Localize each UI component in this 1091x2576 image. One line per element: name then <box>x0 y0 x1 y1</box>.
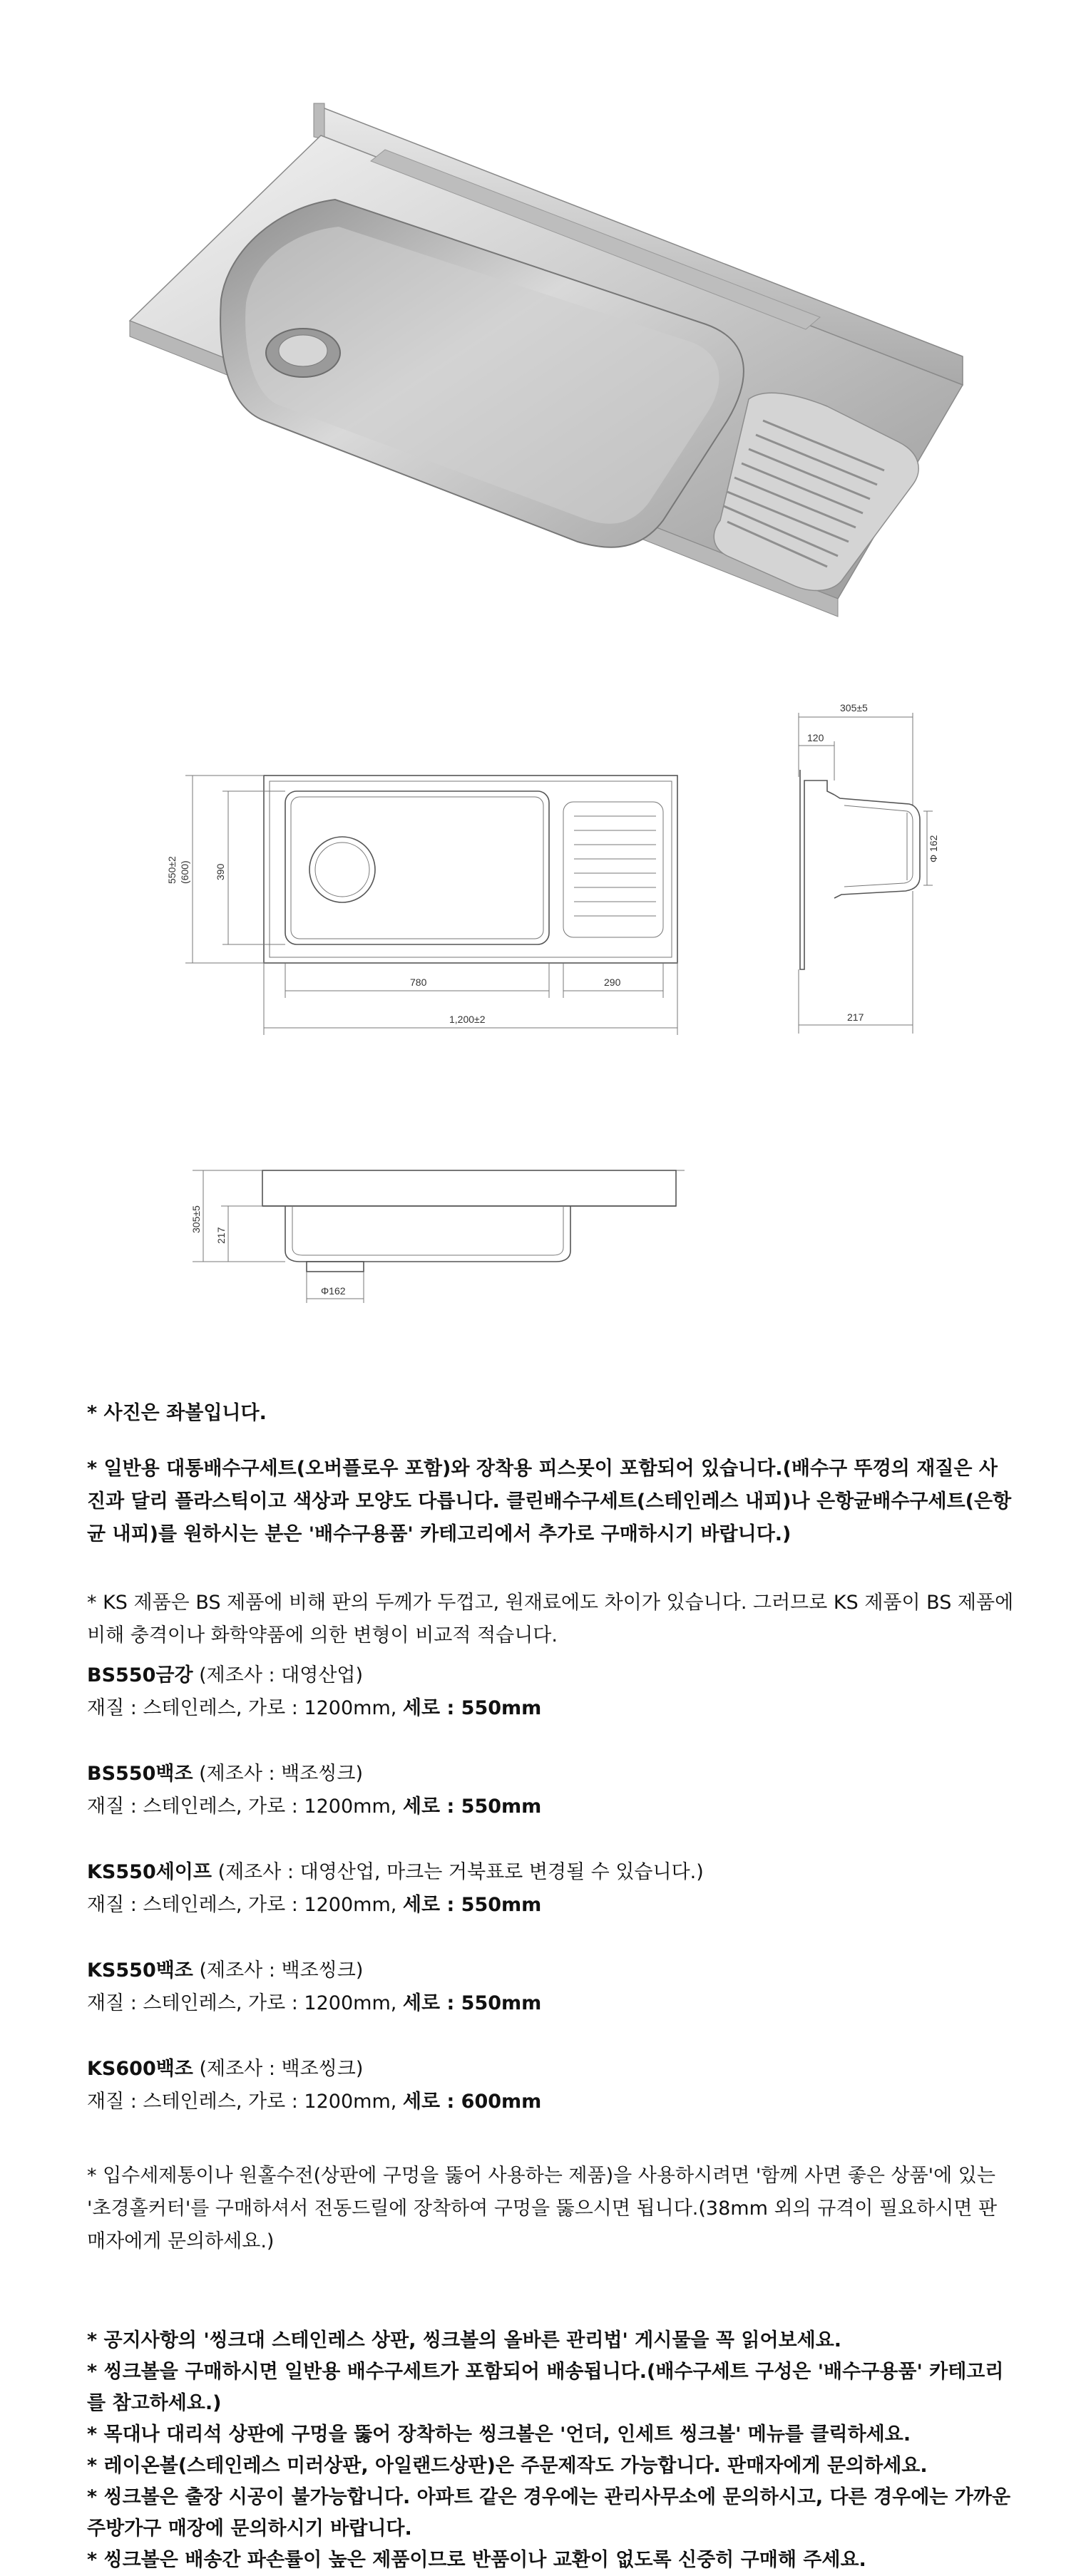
dim-front-drain: Φ162 <box>321 1285 346 1297</box>
product-maker: (제조사 : 대영산업, 마크는 거북표로 변경될 수 있습니다.) <box>211 1861 704 1883</box>
product-spec: 재질 : 스테인레스, 가로 : 1200mm, <box>87 2091 403 2113</box>
faucet-note: * 입수세제통이나 원홀수전(상판에 구멍을 뚫어 사용하는 제품)을 사용하시려면 '함께 사면 좋은 상품'에 있는 '초경홀커터'를 구매하셔서 전동드릴에 장착하여 구멍을 뚫으시면 됩니다.(38mm 외의 규격이 필요하시면 판매자에게 문의하세요.) <box>87 2165 998 2252</box>
product-block-1 <box>87 1659 1014 1725</box>
sink-photo <box>121 86 977 634</box>
drain-set-note: * 일반용 대통배수구세트(오버플로우 포함)와 장착용 피스못이 포함되어 있습니다.(배수구 뚜껑의 재질은 사진과 달리 플라스틱이고 색상과 모양도 다릅니다. 클린배수구세트(스테인레스 내피)나 은항균배수구세트(은항균 내피)를 원하시는 분은 '배수구용품' 카테고리에서 추가로 구매하시기 바랍니다.) <box>87 1458 1012 1545</box>
dim-total-width: 1,200±2 <box>449 1014 486 1025</box>
photo-note: * 사진은 좌볼입니다. <box>87 1402 267 1424</box>
product-height: 세로 : 550mm <box>402 1894 542 1916</box>
dim-basin-width: 780 <box>410 977 427 988</box>
product-maker: (제조사 : 대영산업) <box>193 1664 364 1686</box>
product-name: BS550금강 <box>87 1664 193 1686</box>
notice-item: * 공지사항의 '씽크대 스테인레스 상판, 씽크볼의 올바른 관리법' 게시물을 꼭 읽어보세요. <box>87 2329 842 2351</box>
product-spec: 재질 : 스테인레스, 가로 : 1200mm, <box>87 1697 403 1719</box>
product-maker: (제조사 : 백조씽크) <box>193 1959 364 1982</box>
product-spec: 재질 : 스테인레스, 가로 : 1200mm, <box>87 1992 403 2014</box>
product-height: 세로 : 550mm <box>402 1697 542 1719</box>
dim-basin-height: 390 <box>215 863 226 880</box>
front-view-drawing <box>171 1162 685 1326</box>
product-height: 세로 : 550mm <box>402 1796 542 1818</box>
dim-drainboard-width: 290 <box>604 977 621 988</box>
product-block-5 <box>87 2053 1014 2118</box>
product-name: BS550백조 <box>87 1763 193 1785</box>
dim-front-depth: 305±5 <box>190 1205 202 1233</box>
dim-side-drain: Φ 162 <box>928 835 939 862</box>
notice-item: * 씽크볼은 배송간 파손률이 높은 제품이므로 반품이나 교환이 없도록 신중히 구매해 주세요. <box>87 2549 866 2571</box>
product-height: 세로 : 550mm <box>402 1992 542 2014</box>
notice-item: * 씽크볼을 구매하시면 일반용 배수구세트가 포함되어 배송됩니다.(배수구세트 구성은 '배수구용품' 카테고리를 참고하세요.) <box>87 2361 1004 2414</box>
product-block-4 <box>87 1954 1014 2020</box>
product-spec: 재질 : 스테인레스, 가로 : 1200mm, <box>87 1796 403 1818</box>
product-name: KS550백조 <box>87 1959 193 1982</box>
ks-note: * KS 제품은 BS 제품에 비해 판의 두께가 두껍고, 원재료에도 차이가 있습니다. 그러므로 KS 제품이 BS 제품에 비해 충격이나 화학약품에 의한 변형이 비교적 적습니다. <box>87 1592 1014 1647</box>
top-view-drawing <box>164 748 706 1048</box>
notice-item: * 씽크볼은 출장 시공이 불가능합니다. 아파트 같은 경우에는 관리사무소에 문의하시고, 다른 경우에는 가까운 주방가구 매장에 문의하시기 바랍니다. <box>87 2486 1011 2540</box>
notice-item: * 목대나 대리석 상판에 구멍을 뚫어 장착하는 씽크볼은 '언더, 인세트 씽크볼' 메뉴를 클릭하세요. <box>87 2423 911 2446</box>
dim-side-bowl-depth: 217 <box>847 1011 864 1023</box>
product-name: KS550세이프 <box>87 1861 212 1883</box>
product-maker: (제조사 : 백조씽크) <box>193 1763 364 1785</box>
notice-item: * 레이온볼(스테인레스 미러상판, 아일랜드상판)은 주문제작도 가능합니다. 판매자에게 문의하세요. <box>87 2455 928 2477</box>
product-maker: (제조사 : 백조씽크) <box>193 2058 364 2080</box>
dim-side-depth: 305±5 <box>840 702 868 713</box>
product-height: 세로 : 600mm <box>402 2091 542 2113</box>
dim-height-total-alt: (600) <box>179 860 190 884</box>
product-name: KS600백조 <box>87 2058 193 2080</box>
dim-height-total: 550±2 <box>166 856 178 884</box>
notice-list <box>87 2325 1014 2576</box>
side-view-drawing <box>784 699 941 1048</box>
product-block-3 <box>87 1856 1014 1922</box>
product-spec: 재질 : 스테인레스, 가로 : 1200mm, <box>87 1894 403 1916</box>
product-block-2 <box>87 1758 1014 1823</box>
dim-side-flange: 120 <box>807 732 824 743</box>
dim-front-bowl-depth: 217 <box>215 1227 227 1244</box>
